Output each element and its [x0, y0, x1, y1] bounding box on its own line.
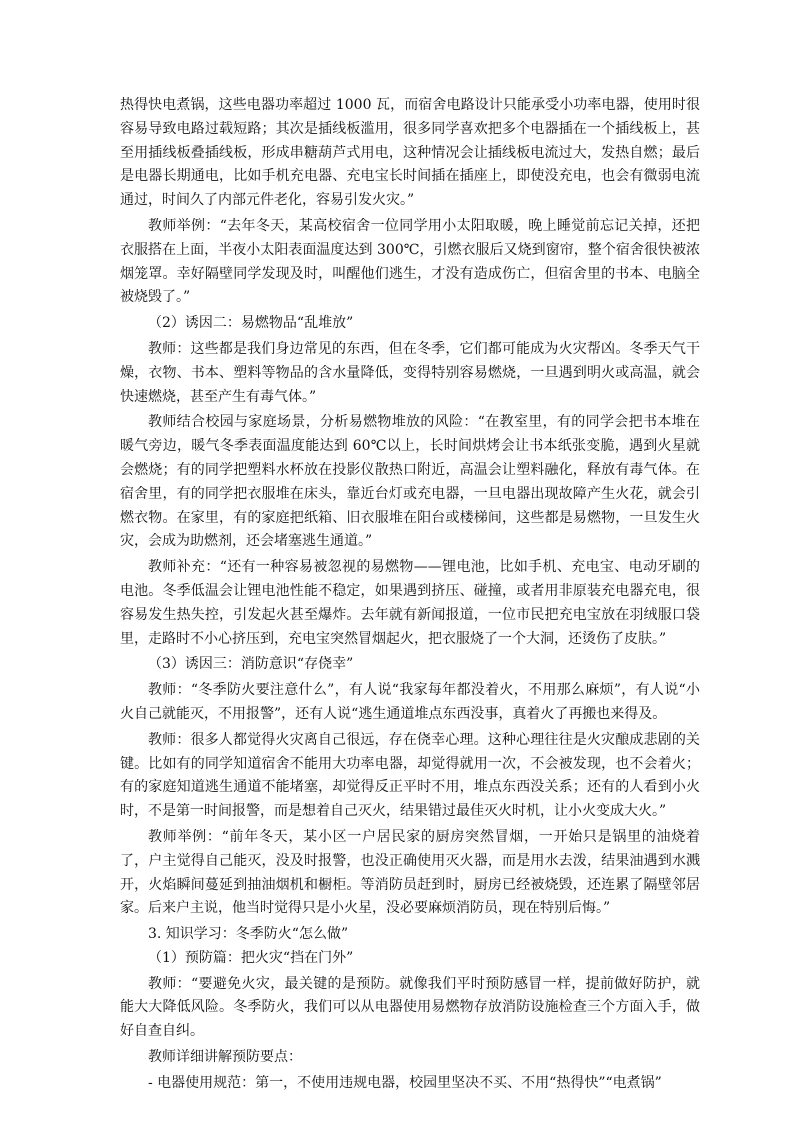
bullet-item-electrical: - 电器使用规范：第一，不使用违规电器，校园里坚决不买、不用“热得快”“电煮锅”: [148, 1074, 662, 1091]
paragraph-13: 教师：“要避免火灾，最关键的是预防。就像我们平时预防感冒一样，提前做好防护，就能大大降低风险。冬季防火，我们可以从电器使用易燃物存放消防设施检查三个方面入手，做好自查自纠。: [120, 975, 700, 1040]
section-heading-cause-3: （3）诱因三：消防意识“存侥幸”: [148, 656, 354, 673]
paragraph-2: 教师举例：“去年冬天，某高校宿舍一位同学用小太阳取暖，晚上睡觉前忘记关掉，还把衣服搭在上面，半夜小太阳表面温度达到 300℃，引燃衣服后又烧到窗帘，整个宿舍很快被浓烟笼罩。幸好隔壁同学发现及时，叫醒他们逃生，才没有造成伤亡，但宿舍里的书本、电脑全被烧毁了。”: [120, 217, 700, 306]
paragraph-10: 教师举例：“前年冬天，某小区一户居民家的厨房突然冒烟，一开始只是锅里的油烧着了，户主觉得自己能灭，没及时报警，也没正确使用灭火器，而是用水去泼，结果油遇到水溅开，火焰瞬间蔓延到抽油烟机和橱柜。等消防员赶到时，厨房已经被烧毁，还连累了隔壁邻居家。后来户主说，他当时觉得只是小火星，没必要麻烦消防员，现在特别后悔。”: [120, 828, 700, 917]
paragraph-1: 热得快电煮锅，这些电器功率超过 1000 瓦，而宿舍电路设计只能承受小功率电器，使用时很容易导致电路过载短路；其次是插线板滥用，很多同学喜欢把多个电器插在一个插线板上，甚至用插线板叠插线板，形成串糖葫芦式用电，这种情况会让插线板电流过大，发热自燃；最后是电器长期通电，比如手机充电器、充电宝长时间插在插座上，即使没充电，也会有微弱电流通过，时间久了内部元件老化，容易引发火灾。”: [120, 97, 700, 209]
paragraph-6: 教师补充：“还有一种容易被忽视的易燃物——锂电池，比如手机、充电宝、电动牙刷的电池。冬季低温会让锂电池性能不稳定，如果遇到挤压、碰撞，或者用非原装充电器充电，很容易发生热失控，引发起火甚至爆炸。去年就有新闻报道，一位市民把充电宝放在羽绒服口袋里，走路时不小心挤压到，充电宝突然冒烟起火，把衣服烧了一个大洞，还烫伤了皮肤。”: [120, 559, 700, 647]
paragraph-9: 教师：很多人都觉得火灾离自己很远，存在侥幸心理。这种心理往往是火灾酿成悲剧的关键。比如有的同学知道宿舍不能用大功率电器，却觉得就用一次，不会被发现，也不会着火；有的家庭知道逃生通道不能堵塞，却觉得反正平时不用，堆点东西没关系；还有的人看到小火时，不是第一时间报警，而是想着自己灭火，结果错过最佳灭火时机，让小火变成大火。”: [120, 731, 700, 820]
section-heading-knowledge: 3. 知识学习：冬季防火“怎么做”: [148, 926, 349, 943]
document-body: [120, 94, 700, 1096]
paragraph-5: 教师结合校园与家庭场景，分析易燃物堆放的风险：“在教室里，有的同学会把书本堆在暖气旁边，暖气冬季表面温度能达到 60℃以上，长时间烘烤会让书本纸张变脆，遇到火星就会燃烧；有的同学把塑料水杯放在投影仪散热口附近，高温会让塑料融化，释放有毒气体。在宿舍里，有的同学把衣服堆在床头，靠近台灯或充电器，一旦电器出现故障产生火花，就会引燃衣物。在家里，有的家庭把纸箱、旧衣服堆在阳台或楼梯间，这些都是易燃物，一旦发生火灾，会成为助燃剂，还会堵塞逃生通道。”: [120, 414, 700, 550]
paragraph-8: 教师：“冬季防火要注意什么”，有人说“我家每年都没着火，不用那么麻烦”，有人说“小火自己就能灭，不用报警”，还有人说“逃生通道堆点东西没事，真着火了再搬也来得及。: [120, 682, 700, 722]
section-heading-cause-2: （2）诱因二：易燃物品“乱堆放”: [148, 315, 354, 332]
section-heading-prevention: （1）预防篇：把火灾“挡在门外”: [148, 949, 354, 966]
paragraph-4: 教师：这些都是我们身边常见的东西，但在冬季，它们都可能成为火灾帮凶。冬季天气干燥，衣物、书本、塑料等物品的含水量降低，变得特别容易燃烧，一旦遇到明火或高温，就会快速燃烧，甚至产生有毒气体。”: [120, 340, 700, 405]
paragraph-14: 教师详细讲解预防要点：: [148, 1049, 302, 1066]
